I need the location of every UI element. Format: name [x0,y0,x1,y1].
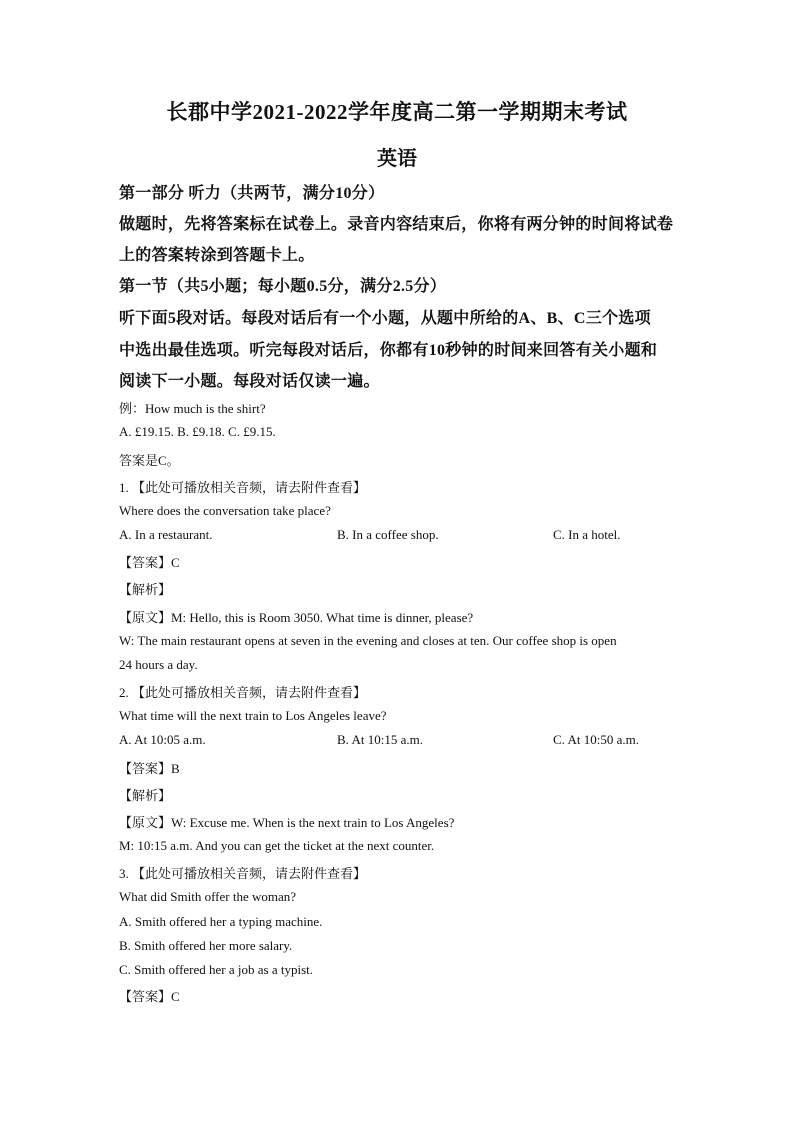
example-answer: 答案是C。 [119,453,180,468]
section1-heading: 第一节（共5小题；每小题0.5分，满分2.5分） [119,278,447,295]
section1-instruction-line2: 中选出最佳选项。听完每段对话后，你都有10秒钟的时间来回答有关小题和 [119,342,658,359]
question-1-answer: 【答案】C [119,555,180,570]
question-1-analysis: 【解析】 [119,582,172,597]
question-2-transcript-line2: M: 10:15 a.m. And you can get the ticket at the next counter. [119,838,435,853]
question-2-analysis: 【解析】 [119,788,172,803]
part1-instruction-line1: 做题时，先将答案标在试卷上。录音内容结束后，你将有两分钟的时间将试卷 [119,216,674,233]
question-1-option-a: A. In a restaurant. [119,527,213,542]
question-2-option-b: B. At 10:15 a.m. [337,732,423,747]
question-2-option-c: C. At 10:50 a.m. [553,732,639,747]
page-title: 长郡中学2021-2022学年度高二第一学期期末考试 [166,100,628,124]
question-2-header: 2. 【此处可播放相关音频，请去附件查看】 [119,685,367,700]
question-1-header: 1. 【此处可播放相关音频，请去附件查看】 [119,480,367,495]
example-question: 例：How much is the shirt? [119,401,266,416]
question-3-option-c: C. Smith offered her a job as a typist. [119,962,314,977]
question-2-transcript-line1: 【原文】W: Excuse me. When is the next train to Los Angeles? [119,815,455,830]
question-3-answer: 【答案】C [119,989,180,1004]
example-options: A. £19.15. B. £9.18. C. £9.15. [119,424,276,439]
question-2-text: What time will the next train to Los Angeles leave? [119,708,387,723]
part1-instruction-line2: 上的答案转涂到答题卡上。 [119,247,315,264]
question-1-transcript-line1: 【原文】M: Hello, this is Room 3050. What time is dinner, please? [119,610,474,625]
question-1-transcript-line2: W: The main restaurant opens at seven in the evening and closes at ten. Our coffee shop is open [119,633,617,648]
page-subtitle: 英语 [377,148,417,170]
question-3-text: What did Smith offer the woman? [119,889,297,904]
question-2-answer: 【答案】B [119,761,180,776]
section1-instruction-line1: 听下面5段对话。每段对话后有一个小题，从题中所给的A、B、C三个选项 [119,310,651,327]
question-1-option-c: C. In a hotel. [553,527,621,542]
question-3-header: 3. 【此处可播放相关音频，请去附件查看】 [119,866,367,881]
question-2-option-a: A. At 10:05 a.m. [119,732,206,747]
question-1-transcript-line3: 24 hours a day. [119,657,198,672]
question-3-option-a: A. Smith offered her a typing machine. [119,914,323,929]
question-1-text: Where does the conversation take place? [119,503,331,518]
part1-heading: 第一部分 听力（共两节，满分10分） [119,185,385,202]
section1-instruction-line3: 阅读下一小题。每段对话仅读一遍。 [119,373,380,390]
question-3-option-b: B. Smith offered her more salary. [119,938,293,953]
question-1-option-b: B. In a coffee shop. [337,527,439,542]
